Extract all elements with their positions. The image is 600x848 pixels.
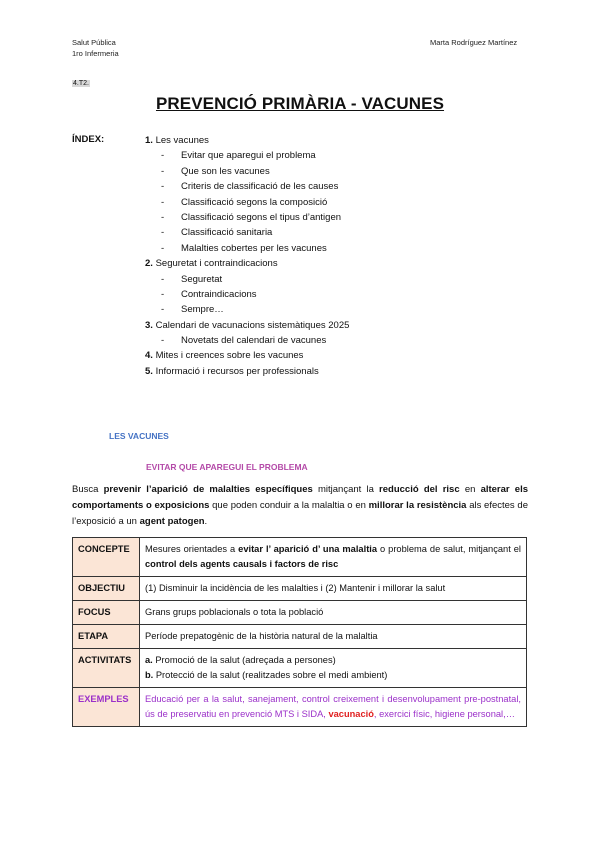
table-row xyxy=(73,625,527,649)
toc-item: - Classificació sanitaria xyxy=(161,227,273,239)
toc-item: - Sempre… xyxy=(161,304,224,316)
row-value: Educació per a la salut, sanejament, control creixement i desenvolupament pre-postnatal, ús de preservatiu en prevenció MTS i SIDA, vacunació, exercici físic, higiene personal,… xyxy=(140,688,527,727)
toc-section-5: 5. Informació i recursos per professionals xyxy=(145,365,319,377)
toc-section-2: 2. Seguretat i contraindicacions xyxy=(145,258,278,270)
doc-code: 4.T2. xyxy=(73,80,89,87)
toc-item: - Classificació segons el tipus d’antigen xyxy=(161,211,342,223)
toc-item: - Seguretat xyxy=(161,273,223,285)
toc-section-1: 1. Les vacunes xyxy=(145,135,209,146)
page-title: PREVENCIÓ PRIMÀRIA - VACUNES xyxy=(155,94,445,113)
table-row xyxy=(73,649,527,688)
toc-item: - Malalties cobertes per les vacunes xyxy=(161,242,327,254)
header-course: Salut Pública xyxy=(72,38,116,47)
row-key: OBJECTIU xyxy=(73,577,140,601)
row-key: ACTIVITATS xyxy=(73,649,140,688)
toc-item: - Classificació segons la composició xyxy=(161,196,328,208)
row-value: Període prepatogènic de la història natural de la malaltia xyxy=(140,625,527,649)
toc-section-3: 3. Calendari de vacunacions sistemàtiques 2025 xyxy=(145,319,350,331)
row-key: ETAPA xyxy=(73,625,140,649)
table-row xyxy=(73,601,527,625)
table-row xyxy=(73,577,527,601)
row-value: a. Promoció de la salut (adreçada a persones) b. Protecció de la salut (realitzades sobre el medi ambient) xyxy=(140,649,527,688)
table-row xyxy=(73,688,527,727)
header-year: 1ro Infermeria xyxy=(72,49,119,58)
toc-item: - Contraindicacions xyxy=(161,288,257,300)
intro-paragraph: Busca prevenir l’aparició de malalties específiques mitjançant la reducció del risc en alterar els comportaments o exposicions que poden conduir a la malaltia o en millorar la resistència als efectes de l’exposició a un agent patogen. xyxy=(72,484,528,527)
section-heading: LES VACUNES xyxy=(109,431,169,441)
row-value: Mesures orientades a evitar l’ aparició d’ una malaltia o problema de salut, mitjançant el control dels agents causals i factors de risc xyxy=(140,538,527,577)
toc-item: - Novetats del calendari de vacunes xyxy=(161,335,327,347)
prevention-table xyxy=(72,537,527,727)
toc-item: - Evitar que aparegui el problema xyxy=(161,150,316,162)
header-left xyxy=(72,37,119,59)
subsection-heading: EVITAR QUE APAREGUI EL PROBLEMA xyxy=(146,462,308,472)
table-of-contents xyxy=(145,133,349,379)
header-author: Marta Rodríguez Martínez xyxy=(430,38,518,47)
row-value: Grans grups poblacionals o tota la població xyxy=(140,601,527,625)
toc-item: - Que son les vacunes xyxy=(161,165,270,177)
row-key: EXEMPLES xyxy=(73,688,140,727)
row-key: FOCUS xyxy=(73,601,140,625)
row-key: CONCEPTE xyxy=(73,538,140,577)
toc-item: - Criteris de classificació de les causes xyxy=(161,181,339,193)
table-row xyxy=(73,538,527,577)
toc-section-4: 4. Mites i creences sobre les vacunes xyxy=(145,350,304,362)
index-label: ÍNDEX: xyxy=(72,134,105,145)
row-value: (1) Disminuir la incidència de les malalties i (2) Mantenir i millorar la salut xyxy=(140,577,527,601)
